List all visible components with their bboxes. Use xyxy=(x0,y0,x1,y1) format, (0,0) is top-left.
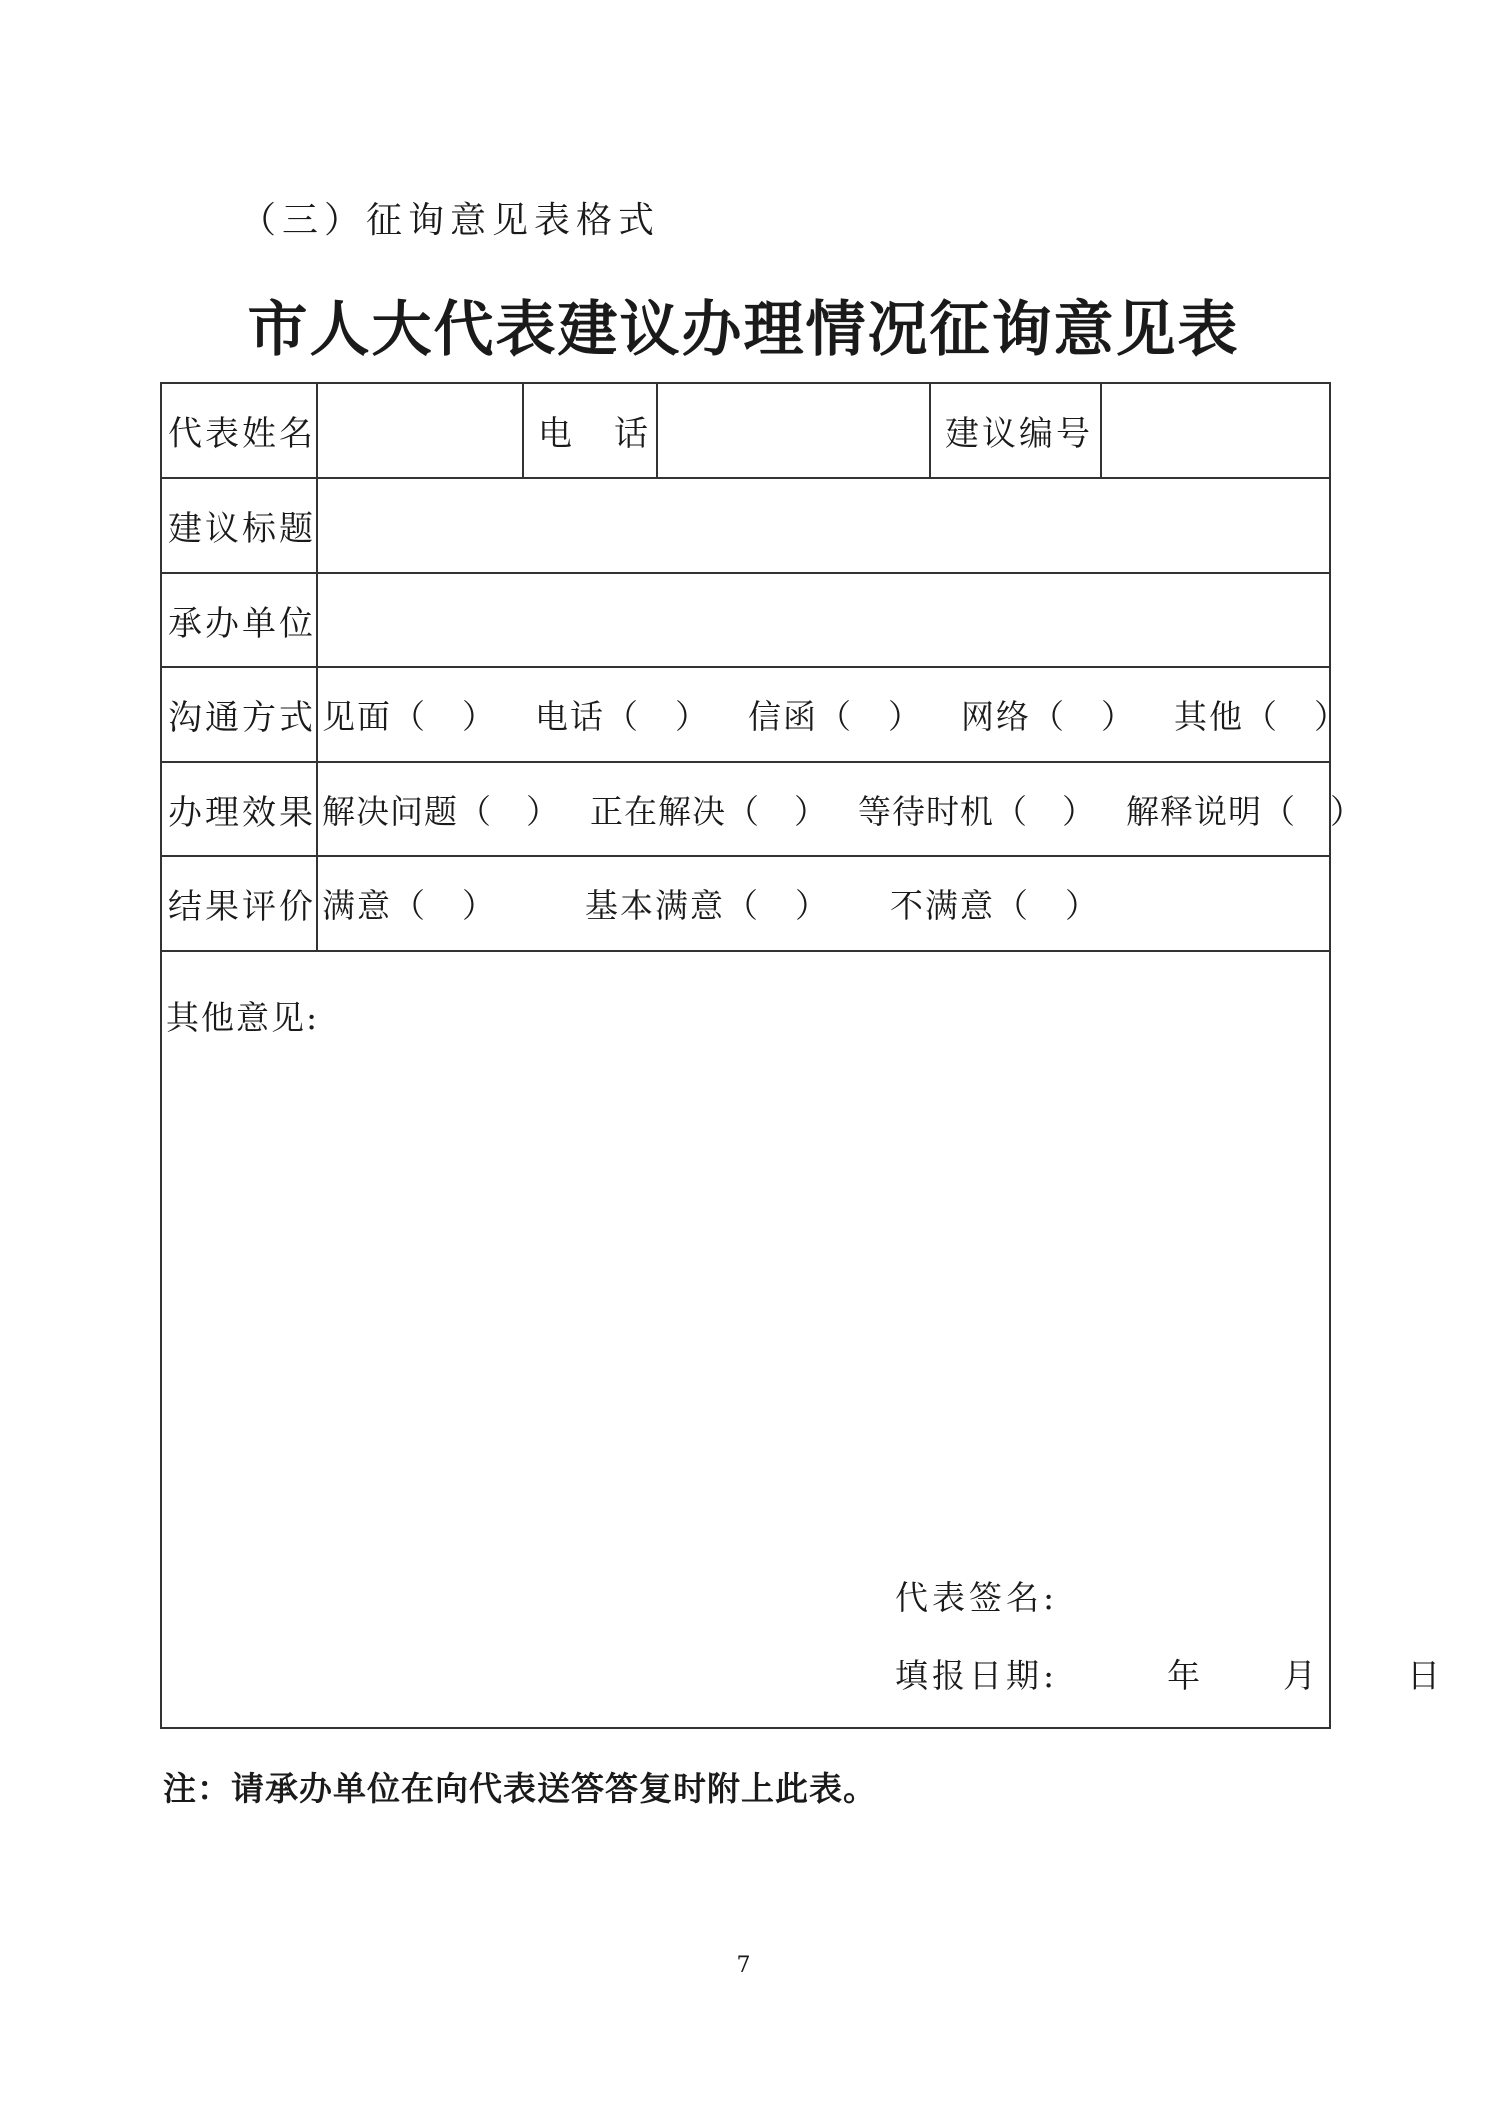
row-handling-effect xyxy=(162,763,1364,857)
effect-option-solved[interactable]: 解决问题（ ） xyxy=(322,791,560,831)
signature-label: 代表签名: xyxy=(895,1578,1059,1617)
name-field[interactable] xyxy=(318,384,524,477)
number-label: 建议编号 xyxy=(931,384,1102,477)
row-representative xyxy=(162,384,1329,479)
date-label: 填报日期: xyxy=(895,1656,1059,1695)
footnote: 注：请承办单位在向代表送答答复时附上此表。 xyxy=(163,1769,877,1808)
contact-option-network[interactable]: 网络（ ） xyxy=(961,697,1136,736)
row-subject xyxy=(162,479,1329,574)
evaluation-label: 结果评价 xyxy=(162,857,318,950)
effect-option-solving[interactable]: 正在解决（ ） xyxy=(590,791,828,831)
signature-line xyxy=(895,1572,1058,1619)
contact-option-other[interactable]: 其他（ ） xyxy=(1174,697,1349,736)
page-title: 市人大代表建议办理情况征询意见表 xyxy=(247,295,1240,365)
subject-label: 建议标题 xyxy=(162,479,318,572)
effect-option-explained[interactable]: 解释说明（ ） xyxy=(1126,791,1364,831)
evaluation-option-satisfied[interactable]: 满意（ ） xyxy=(322,886,497,925)
page-number: 7 xyxy=(736,1953,751,1978)
contact-option-letter[interactable]: 信函（ ） xyxy=(748,697,923,736)
date-month: 月 xyxy=(1283,1656,1321,1695)
row-evaluation xyxy=(162,857,1329,952)
unit-label: 承办单位 xyxy=(162,574,318,666)
opinion-form-table xyxy=(160,382,1445,1729)
effect-options xyxy=(318,763,1364,855)
evaluation-options xyxy=(318,857,1331,950)
date-year: 年 xyxy=(1167,1656,1205,1695)
evaluation-option-unsatisfied[interactable]: 不满意（ ） xyxy=(890,886,1100,925)
name-label: 代表姓名 xyxy=(162,384,318,477)
contact-label: 沟通方式 xyxy=(162,668,318,761)
other-opinions-label: 其他意见: xyxy=(166,998,320,1037)
contact-option-meeting[interactable]: 见面（ ） xyxy=(322,697,497,736)
date-day: 日 xyxy=(1407,1656,1445,1695)
unit-field[interactable] xyxy=(318,574,1331,666)
effect-option-waiting[interactable]: 等待时机（ ） xyxy=(858,791,1096,831)
contact-options xyxy=(318,668,1349,761)
contact-option-phone[interactable]: 电话（ ） xyxy=(535,697,710,736)
evaluation-option-basically-satisfied[interactable]: 基本满意（ ） xyxy=(585,886,830,925)
number-field[interactable] xyxy=(1102,384,1331,477)
phone-field[interactable] xyxy=(658,384,931,477)
section-heading: （三）征询意见表格式 xyxy=(240,200,661,241)
phone-label: 电 话 xyxy=(524,384,658,477)
subject-field[interactable] xyxy=(318,479,1331,572)
effect-label: 办理效果 xyxy=(162,763,318,855)
date-line xyxy=(895,1650,1444,1697)
row-contact-method xyxy=(162,668,1349,763)
row-unit xyxy=(162,574,1329,668)
